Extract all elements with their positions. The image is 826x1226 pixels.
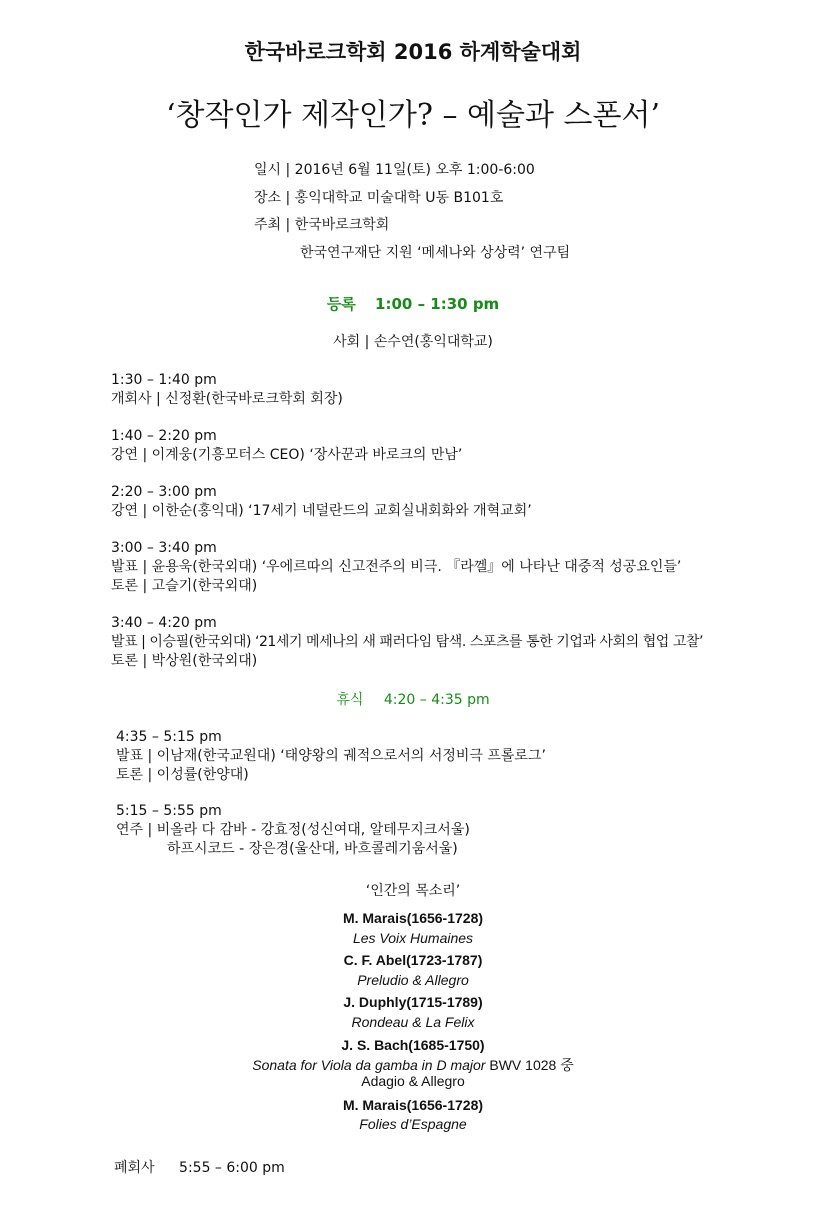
document-subtitle: ‘창작인가 제작인가? – 예술과 스폰서’ — [165, 98, 661, 133]
event-support: 한국연구재단 지원 ‘메세나와 상상력’ 연구팀 — [300, 245, 571, 261]
moderator: 사회 | 손수연(홍익대학교) — [333, 334, 493, 350]
session-time: 5:15 – 5:55 pm — [116, 803, 222, 819]
program-work: Rondeau & La Felix — [351, 1014, 475, 1030]
registration-heading — [0, 293, 826, 314]
program-work-line — [0, 1055, 826, 1075]
break-label: 휴식 — [336, 692, 364, 708]
document-title: 한국바로크학회 2016 하계학술대회 — [244, 40, 582, 64]
session-time: 3:40 – 4:20 pm — [111, 615, 217, 631]
session-line: 발표 | 이승필(한국외대) ‘21세기 메세나의 새 패러다임 탐색. 스포츠를 통한 기업과 사회의 협업 고찰’ — [111, 634, 704, 650]
program-work: Preludio & Allegro — [357, 972, 469, 988]
program-composer: M. Marais(1656-1728) — [342, 1097, 484, 1113]
program-composer: M. Marais(1656-1728) — [342, 910, 484, 926]
session-line: 토론 | 이성률(한양대) — [116, 767, 249, 783]
session-time: 1:40 – 2:20 pm — [111, 428, 217, 444]
program-work: Adagio & Allegro — [361, 1073, 465, 1089]
registration-time: 1:00 – 1:30 pm — [375, 295, 500, 313]
program-composer: J. Duphly(1715-1789) — [343, 994, 483, 1010]
session-time: 1:30 – 1:40 pm — [111, 372, 217, 388]
session-line: 발표 | 이남재(한국교원대) ‘태양왕의 궤적으로서의 서정비극 프롤로그’ — [116, 748, 546, 764]
program-work: Folies d’Espagne — [359, 1116, 467, 1132]
event-host: 주최 | 한국바로크학회 — [254, 217, 390, 233]
session-line: 강연 | 이계웅(기흥모터스 CEO) ‘장사꾼과 바로크의 만남’ — [111, 447, 463, 463]
session-time: 3:00 – 3:40 pm — [111, 540, 217, 556]
closing-time: 5:55 – 6:00 pm — [179, 1160, 285, 1176]
event-date: 일시 | 2016년 6월 11일(토) 오후 1:00-6:00 — [254, 162, 535, 178]
session-line: 개회사 | 신정환(한국바로크학회 회장) — [111, 391, 343, 407]
closing-line — [114, 1157, 285, 1177]
program-work: Les Voix Humaines — [352, 930, 474, 946]
program-title: ‘인간의 목소리’ — [365, 883, 461, 899]
break-heading — [0, 689, 826, 709]
closing-label: 폐회사 — [114, 1160, 155, 1176]
program-composer: J. S. Bach(1685-1750) — [341, 1037, 485, 1053]
session-line: 토론 | 고슬기(한국외대) — [111, 578, 258, 594]
program-work: Sonata for Viola da gamba in D major — [252, 1057, 486, 1073]
event-place: 장소 | 홍익대학교 미술대학 U동 B101호 — [254, 190, 504, 206]
session-time: 4:35 – 5:15 pm — [116, 729, 222, 745]
break-time: 4:20 – 4:35 pm — [383, 692, 490, 708]
session-line: 연주 | 비올라 다 감바 - 강효정(성신여대, 알테무지크서울) — [116, 822, 470, 838]
program-work-suffix: BWV 1028 중 — [489, 1057, 574, 1073]
session-line: 강연 | 이한순(홍익대) ‘17세기 네덜란드의 교회실내회화와 개혁교회’ — [111, 503, 532, 519]
program-composer: C. F. Abel(1723-1787) — [343, 952, 483, 968]
session-line: 발표 | 윤용욱(한국외대) ‘우에르따의 신고전주의 비극. 『라껠』에 나타난 대중적 성공요인들’ — [111, 559, 682, 575]
session-line: 하프시코드 - 장은경(울산대, 바흐콜레기움서울) — [167, 841, 458, 857]
registration-label: 등록 — [326, 295, 356, 313]
session-time: 2:20 – 3:00 pm — [111, 484, 217, 500]
session-line: 토론 | 박상원(한국외대) — [111, 653, 258, 669]
